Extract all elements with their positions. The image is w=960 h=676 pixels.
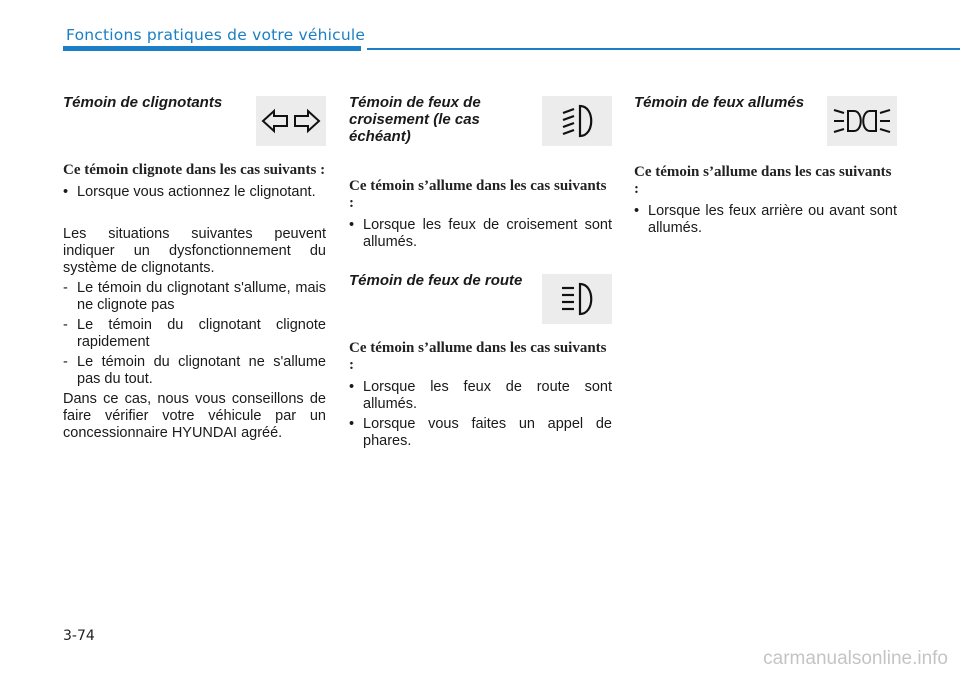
- section-low-beam: [349, 92, 612, 251]
- page-number: 3-74: [63, 628, 95, 644]
- section-lead: Ce témoin s’allume dans les cas suivants :: [349, 340, 607, 373]
- column-3: [634, 92, 897, 240]
- section-title: Témoin de feux allumés: [634, 94, 805, 111]
- list-item: [63, 280, 326, 314]
- list-item: [63, 317, 326, 351]
- list-item: • Lorsque les feux de croisement sont allumés.: [349, 217, 612, 251]
- turn-signal-arrows-icon: [256, 96, 326, 146]
- paragraph-closing: Dans ce cas, nous vous conseillons de faire vérifier votre véhicule par un concessionnaire HYUNDAI agréé.: [63, 391, 326, 441]
- section-high-beam: [349, 270, 612, 450]
- low-beam-icon: [542, 96, 612, 146]
- list-item: • Lorsque vous faites un appel de phares.: [349, 416, 612, 450]
- position-lights-icon: [827, 96, 897, 146]
- section-head: [63, 92, 326, 158]
- position-lights-icon-svg: [830, 106, 894, 136]
- header-rule-thin: [367, 48, 960, 50]
- section-turn-signal: [63, 92, 326, 442]
- section-lead: Ce témoin s’allume dans les cas suivants :: [634, 164, 892, 197]
- header-rule-thick: [63, 46, 361, 51]
- section-head: [634, 92, 897, 160]
- paragraph-intro: Les situations suivantes peuvent indiquer un dysfonctionnement du système de clignotants.: [63, 226, 326, 276]
- list-item: • Lorsque les feux arrière ou avant sont allumés.: [634, 203, 897, 237]
- list-item: • Lorsque les feux de route sont allumés.: [349, 379, 612, 413]
- section-lead: Ce témoin s’allume dans les cas suivants :: [349, 178, 607, 211]
- dash-item-text: Le témoin du clignotant clignote rapidement: [77, 317, 326, 350]
- section-title: Témoin de feux de route: [349, 272, 523, 289]
- section-lights-on: [634, 92, 897, 237]
- section-title: Témoin de feux de croisement (le cas échéant): [349, 94, 481, 145]
- watermark: carmanualsonline.info: [763, 648, 948, 669]
- section-head: [349, 270, 612, 336]
- dash-marker: -: [63, 317, 68, 333]
- list-item: • Lorsque vous actionnez le clignotant.: [63, 184, 326, 201]
- dash-marker: -: [63, 280, 68, 296]
- low-beam-icon-svg: [555, 101, 599, 141]
- list-item: [63, 354, 326, 388]
- turn-signal-arrows-icon-svg: [260, 106, 322, 136]
- dash-marker: -: [63, 354, 68, 370]
- high-beam-icon: [542, 274, 612, 324]
- dash-item-text: Le témoin du clignotant ne s'allume pas du tout.: [77, 354, 326, 387]
- column-2: [349, 92, 612, 453]
- page-header-title: Fonctions pratiques de votre véhicule: [66, 26, 366, 44]
- column-1: [63, 92, 326, 445]
- section-head: [349, 92, 612, 174]
- section-title: Témoin de clignotants: [63, 94, 223, 111]
- section-lead: Ce témoin clignote dans les cas suivants :: [63, 162, 326, 178]
- dash-item-text: Le témoin du clignotant s'allume, mais ne clignote pas: [77, 280, 326, 313]
- high-beam-icon-svg: [555, 279, 599, 319]
